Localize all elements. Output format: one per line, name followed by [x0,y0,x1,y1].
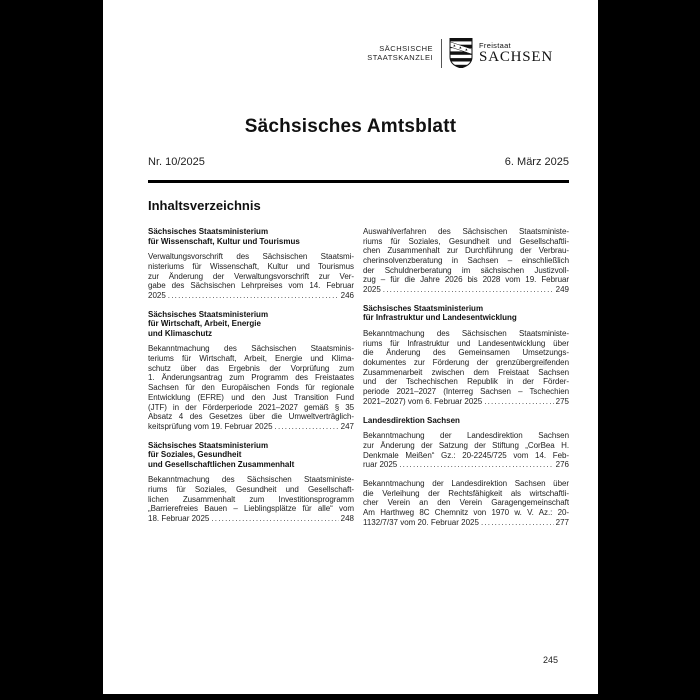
issue-row [148,156,569,168]
toc-page-number: 246 [340,290,354,300]
publisher-logo [367,38,553,68]
toc-entry-line: „Barrierefreies Bauen – Lieblingsplätze für alle“ vom [148,504,354,514]
toc-heading-line: Sächsisches Staatsministerium [363,303,484,313]
staatskanzlei-wordmark [367,44,433,62]
toc-page-number: 247 [340,421,354,431]
agency-line1: SÄCHSISCHE [379,44,434,53]
toc-entry-line: (JTF) in der Förderperiode 2021–2027 gemäß § 35 [148,402,354,412]
toc-heading-line: für Infrastruktur und Landesentwicklung [363,313,517,323]
toc-heading-line: für Wirtschaft, Arbeit, Energie [148,319,261,329]
toc-entry-line: Am Harthweg 8C Chemnitz von 1970 w. V. Az.: 20- [363,507,569,517]
toc-entry-tail: ruar 2025 [363,460,398,470]
dot-leader [275,422,339,432]
toc-entry-line: teriums für Wirtschaft, Arbeit, Energie und Klima- [148,354,354,364]
document-page [103,0,598,694]
toc-page-number: 277 [555,517,569,527]
dot-leader [484,397,553,407]
toc-entry-tail: 2025 [363,285,381,295]
dot-leader [168,291,339,301]
toc-entry-paragraph [363,479,569,527]
toc-entry-heading [148,227,354,246]
toc-entry-line: der Schuldnerberatung im sächsischen Justizvoll- [363,265,569,275]
toc-entry [148,310,354,432]
toc-entry-line: periode 2021–2027 (Interreg Sachsen – Tschechien [363,387,569,397]
toc-entry [148,441,354,524]
toc-entry-tail: 1132/7/37 vom 20. Februar 2025 [363,517,479,527]
issue-date: 6. März 2025 [504,156,569,168]
toc-heading-line: für Soziales, Gesundheit [148,450,242,460]
toc-page-number: 276 [555,460,569,470]
toc-entry-paragraph [363,431,569,470]
toc-columns [148,227,569,536]
toc-entry-paragraph [363,227,569,295]
toc-page-number: 275 [555,396,569,406]
toc-entry-line: riums für Soziales, Gesundheit und Gesellschaft- [148,485,354,495]
toc-column-right [363,227,569,536]
toc-entry-line: riums für Infrastruktur und Landesentwicklung über [363,338,569,348]
toc-heading-line: für Wissenschaft, Kultur und Tourismus [148,236,300,246]
toc-entry-leader-line [363,460,569,470]
toc-entry-line: die Änderung des Gemeinsamen Umsetzungs- [363,348,569,358]
toc-column-left [148,227,354,536]
toc-entry [363,416,569,528]
toc-entry-heading [363,304,569,323]
toc-entry-line: cherinsolvenzberatung in Sachsen – einschließlich [363,256,569,266]
toc-entry-leader-line [148,291,354,301]
toc-entry-line: Entwicklung (EFRE) und den Just Transition Fund [148,392,354,402]
saxony-coat-of-arms-icon [449,38,473,68]
toc-entry-line: die Verleihung der Rechtsfähigkeit als wirtschaftli- [363,488,569,498]
toc-entry-paragraph [148,344,354,431]
toc-entry-line: riums für Soziales, Gesundheit und Gesellschaftli- [363,236,569,246]
toc-entry-heading [363,416,569,426]
toc-entry-leader-line [363,397,569,407]
dot-leader [399,460,553,470]
toc-entry-heading [148,310,354,339]
agency-line2: STAATSKANZLEI [367,53,434,62]
toc-entry-line: nisteriums für Wissenschaft, Kultur und Tourismus [148,261,354,271]
masthead-rule [148,180,569,183]
toc-entry-line: 1. Änderungsantrag zum Programm des Freistaates [148,373,354,383]
toc-entry-line: Bekanntmachung des Sächsischen Staatsministe- [363,329,569,339]
toc-entry-line: Bekanntmachung des Sächsischen Staatsministe- [148,475,354,485]
toc-entry-paragraph [148,475,354,523]
freistaat-sachsen-wordmark [479,42,553,65]
toc-heading-line: Sächsisches Staatsministerium [148,309,269,319]
dot-leader [383,285,554,295]
toc-entry-paragraph [363,329,569,407]
toc-heading-line: Sächsisches Staatsministerium [148,227,269,236]
toc-entry-line: Bekanntmachung der Landesdirektion Sachsen über [363,478,569,488]
footer-page-number: 245 [542,655,558,665]
toc-entry-leader-line [148,422,354,432]
logo-divider [441,39,442,68]
masthead-title: Sächsisches Amtsblatt [244,116,457,137]
toc-entry-line: dokumentes zur Förderung der grenzübergreifenden [363,358,569,368]
toc-entry-line: Bekanntmachung der Landesdirektion Sachsen [363,431,569,441]
toc-entry-heading [148,441,354,470]
toc-entry [148,227,354,301]
dot-leader [211,514,338,524]
toc-heading-line: und Klimaschutz [148,328,213,338]
toc-entry-paragraph [148,252,354,300]
toc-entry-line: gabe des Sächsischen Lehrpreises vom 14. Februar [148,281,354,291]
toc-entry-tail: 18. Februar 2025 [148,514,210,524]
toc-entry-tail: 2021–2027) vom 6. Februar 2025 [363,396,483,406]
toc-entry [363,227,569,295]
toc-entry-line: zug – für die Jahre 2026 bis 2028 vom 19. Februar [363,275,569,285]
toc-heading-line: und Gesellschaftlichen Zusammenhalt [148,459,295,469]
toc-entry-leader-line [363,285,569,295]
toc-entry-line: und der Tschechischen Republik in der Förder- [363,377,569,387]
toc-entry-line: lichen Zusammenhalt zum Investitionsprogramm [148,494,354,504]
toc-entry-line: zur Änderung der Verwaltungsvorschrift zur Ver- [148,271,354,281]
toc-title: Inhaltsverzeichnis [148,198,261,213]
toc-entry [363,304,569,407]
toc-entry-line: Zusammenarbeit zwischen dem Freistaat Sachsen [363,367,569,377]
dot-leader [481,518,554,528]
freistaat-label: Freistaat [479,40,511,50]
toc-entry-line: Absatz 4 des Gesetzes über die Umweltverträglich- [148,412,354,422]
toc-page-number: 249 [555,285,569,295]
toc-entry-line: Verwaltungsvorschrift des Sächsischen Staatsmi- [148,252,354,262]
toc-page-number: 248 [340,514,354,524]
toc-entry-line: Auswahlverfahren des Sächsischen Staatsministe- [363,227,569,236]
toc-entry-line: Denkmale Meißen“ Gz.: 20-2245/725 vom 14. Feb- [363,450,569,460]
toc-entry-leader-line [363,518,569,528]
toc-entry-leader-line [148,514,354,524]
toc-entry-line: Sachsen für den Europäischen Fonds für regionale [148,383,354,393]
toc-entry-tail: 2025 [148,290,166,300]
toc-entry-line: Bekanntmachung des Sächsischen Staatsminis- [148,344,354,354]
toc-heading-line: Sächsisches Staatsministerium [148,440,269,450]
toc-entry-tail: keitsprüfung vom 19. Februar 2025 [148,421,273,431]
toc-entry-line: chen Zusammenhalt zur Durchführung der Verbrau- [363,246,569,256]
sachsen-label: SACHSEN [479,48,553,65]
toc-entry-line: cher Verein an den Verein Garagengemeinschaft [363,498,569,508]
toc-entry-line: schutz über das Ergebnis der Vorprüfung zum [148,363,354,373]
toc-heading-line: Landesdirektion Sachsen [363,415,460,425]
issue-number: Nr. 10/2025 [148,156,205,168]
toc-entry-line: zur Änderung der Satzung der Stiftung „CorBea H. [363,440,569,450]
